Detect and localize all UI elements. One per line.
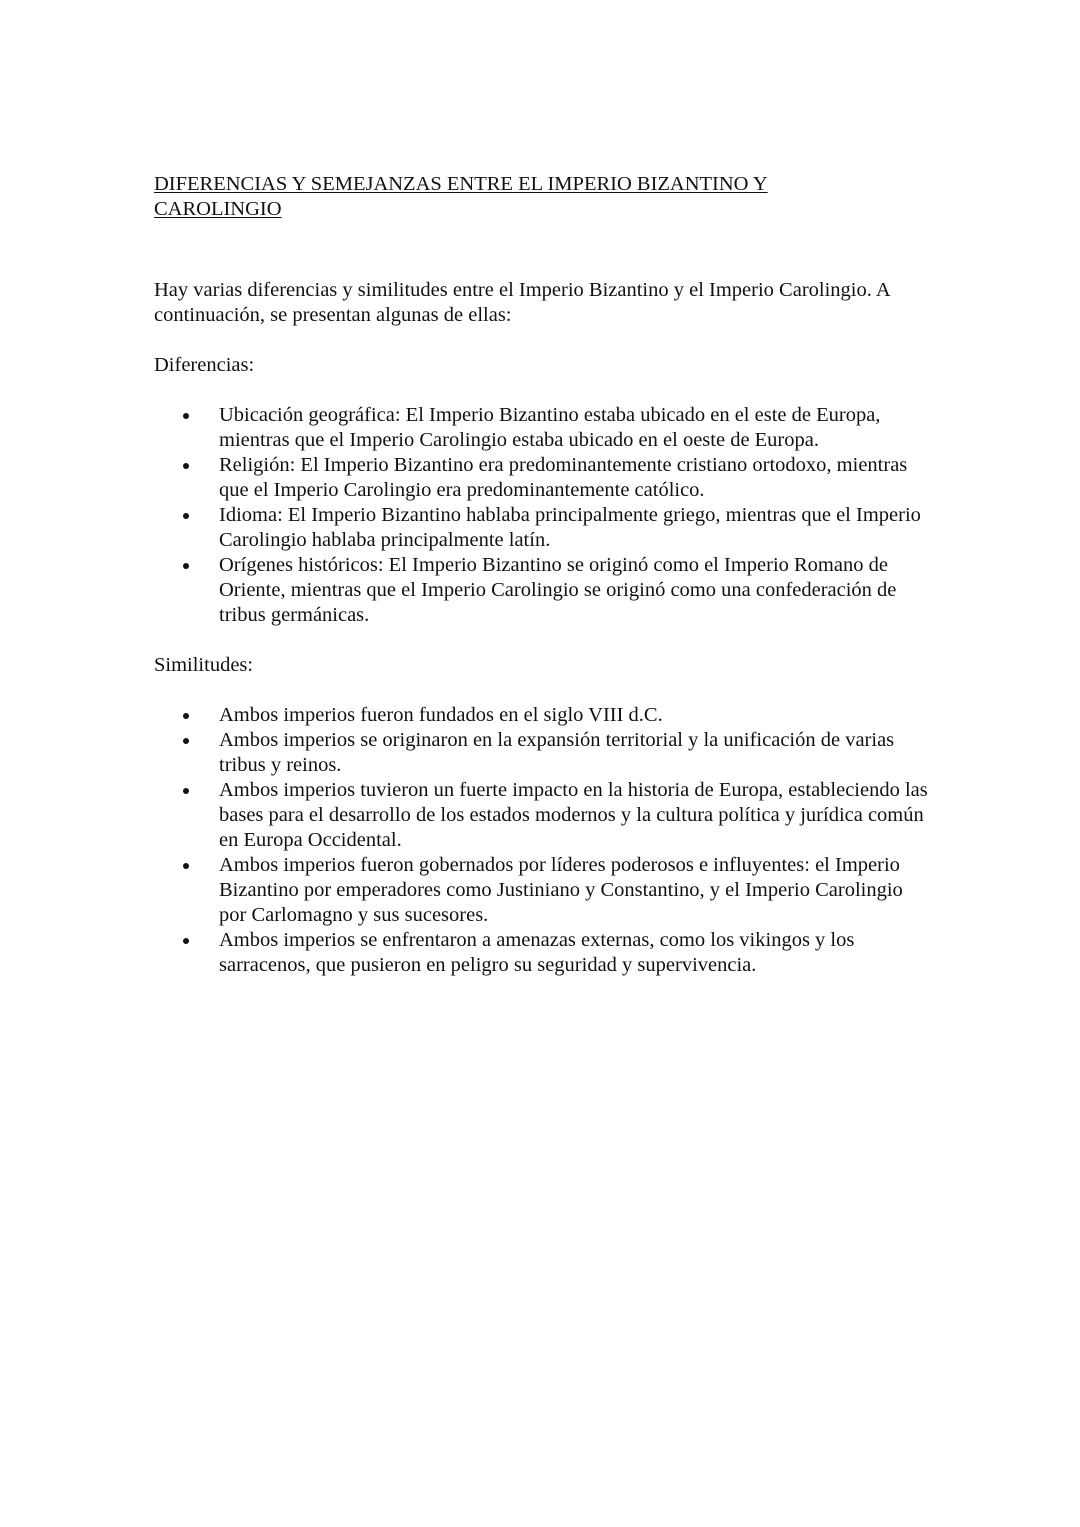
list-item-text: Ambos imperios se enfrentaron a amenazas externas, como los vikingos y los sarracenos, que pusieron en peligro su seguridad y supervivencia. [219, 929, 855, 976]
differences-heading: Diferencias: [154, 354, 255, 376]
list-item-text: Religión: El Imperio Bizantino era predominantemente cristiano ortodoxo, mientras que el Imperio Carolingio era predominantemente católico. [219, 454, 908, 501]
intro-paragraph: Hay varias diferencias y similitudes entre el Imperio Bizantino y el Imperio Carolingio. A continuación, se presentan algunas de ellas: [154, 279, 890, 326]
list-item [154, 928, 934, 978]
list-item [154, 553, 934, 628]
similarities-list [154, 703, 934, 978]
list-item [154, 403, 934, 453]
bullet-icon [183, 563, 189, 569]
list-item-text: Ambos imperios fueron fundados en el siglo VIII d.C. [219, 704, 663, 726]
bullet-icon [183, 513, 189, 519]
similarities-heading: Similitudes: [154, 654, 254, 676]
list-item [154, 728, 934, 778]
bullet-icon [183, 713, 189, 719]
list-item-text: Ambos imperios tuvieron un fuerte impacto en la historia de Europa, estableciendo las bases para el desarrollo de los estados modernos y la cultura política y jurídica común en Europa Occidental. [219, 779, 928, 851]
list-item-text: Orígenes históricos: El Imperio Bizantino se originó como el Imperio Romano de Oriente, mientras que el Imperio Carolingio se originó como una confederación de tribus germánicas. [219, 554, 897, 626]
list-item [154, 453, 934, 503]
list-item [154, 778, 934, 853]
differences-list [154, 403, 934, 628]
document-content [154, 172, 934, 978]
list-item [154, 503, 934, 553]
bullet-icon [183, 738, 189, 744]
bullet-icon [183, 463, 189, 469]
bullet-icon [183, 863, 189, 869]
list-item [154, 853, 934, 928]
bullet-icon [183, 413, 189, 419]
list-item-text: Ambos imperios fueron gobernados por líderes poderosos e influyentes: el Imperio Bizantino por emperadores como Justiniano y Constantino, y el Imperio Carolingio por Carlomagno y sus sucesores. [219, 854, 903, 926]
list-item [154, 703, 934, 728]
bullet-icon [183, 788, 189, 794]
list-item-text: Ubicación geográfica: El Imperio Bizantino estaba ubicado en el este de Europa, mientras que el Imperio Carolingio estaba ubicado en el oeste de Europa. [219, 404, 881, 451]
bullet-icon [183, 938, 189, 944]
list-item-text: Idioma: El Imperio Bizantino hablaba principalmente griego, mientras que el Imperio Carolingio hablaba principalmente latín. [219, 504, 921, 551]
list-item-text: Ambos imperios se originaron en la expansión territorial y la unificación de varias tribus y reinos. [219, 729, 895, 776]
document-title: DIFERENCIAS Y SEMEJANZAS ENTRE EL IMPERIO BIZANTINO Y CAROLINGIO [154, 173, 768, 220]
